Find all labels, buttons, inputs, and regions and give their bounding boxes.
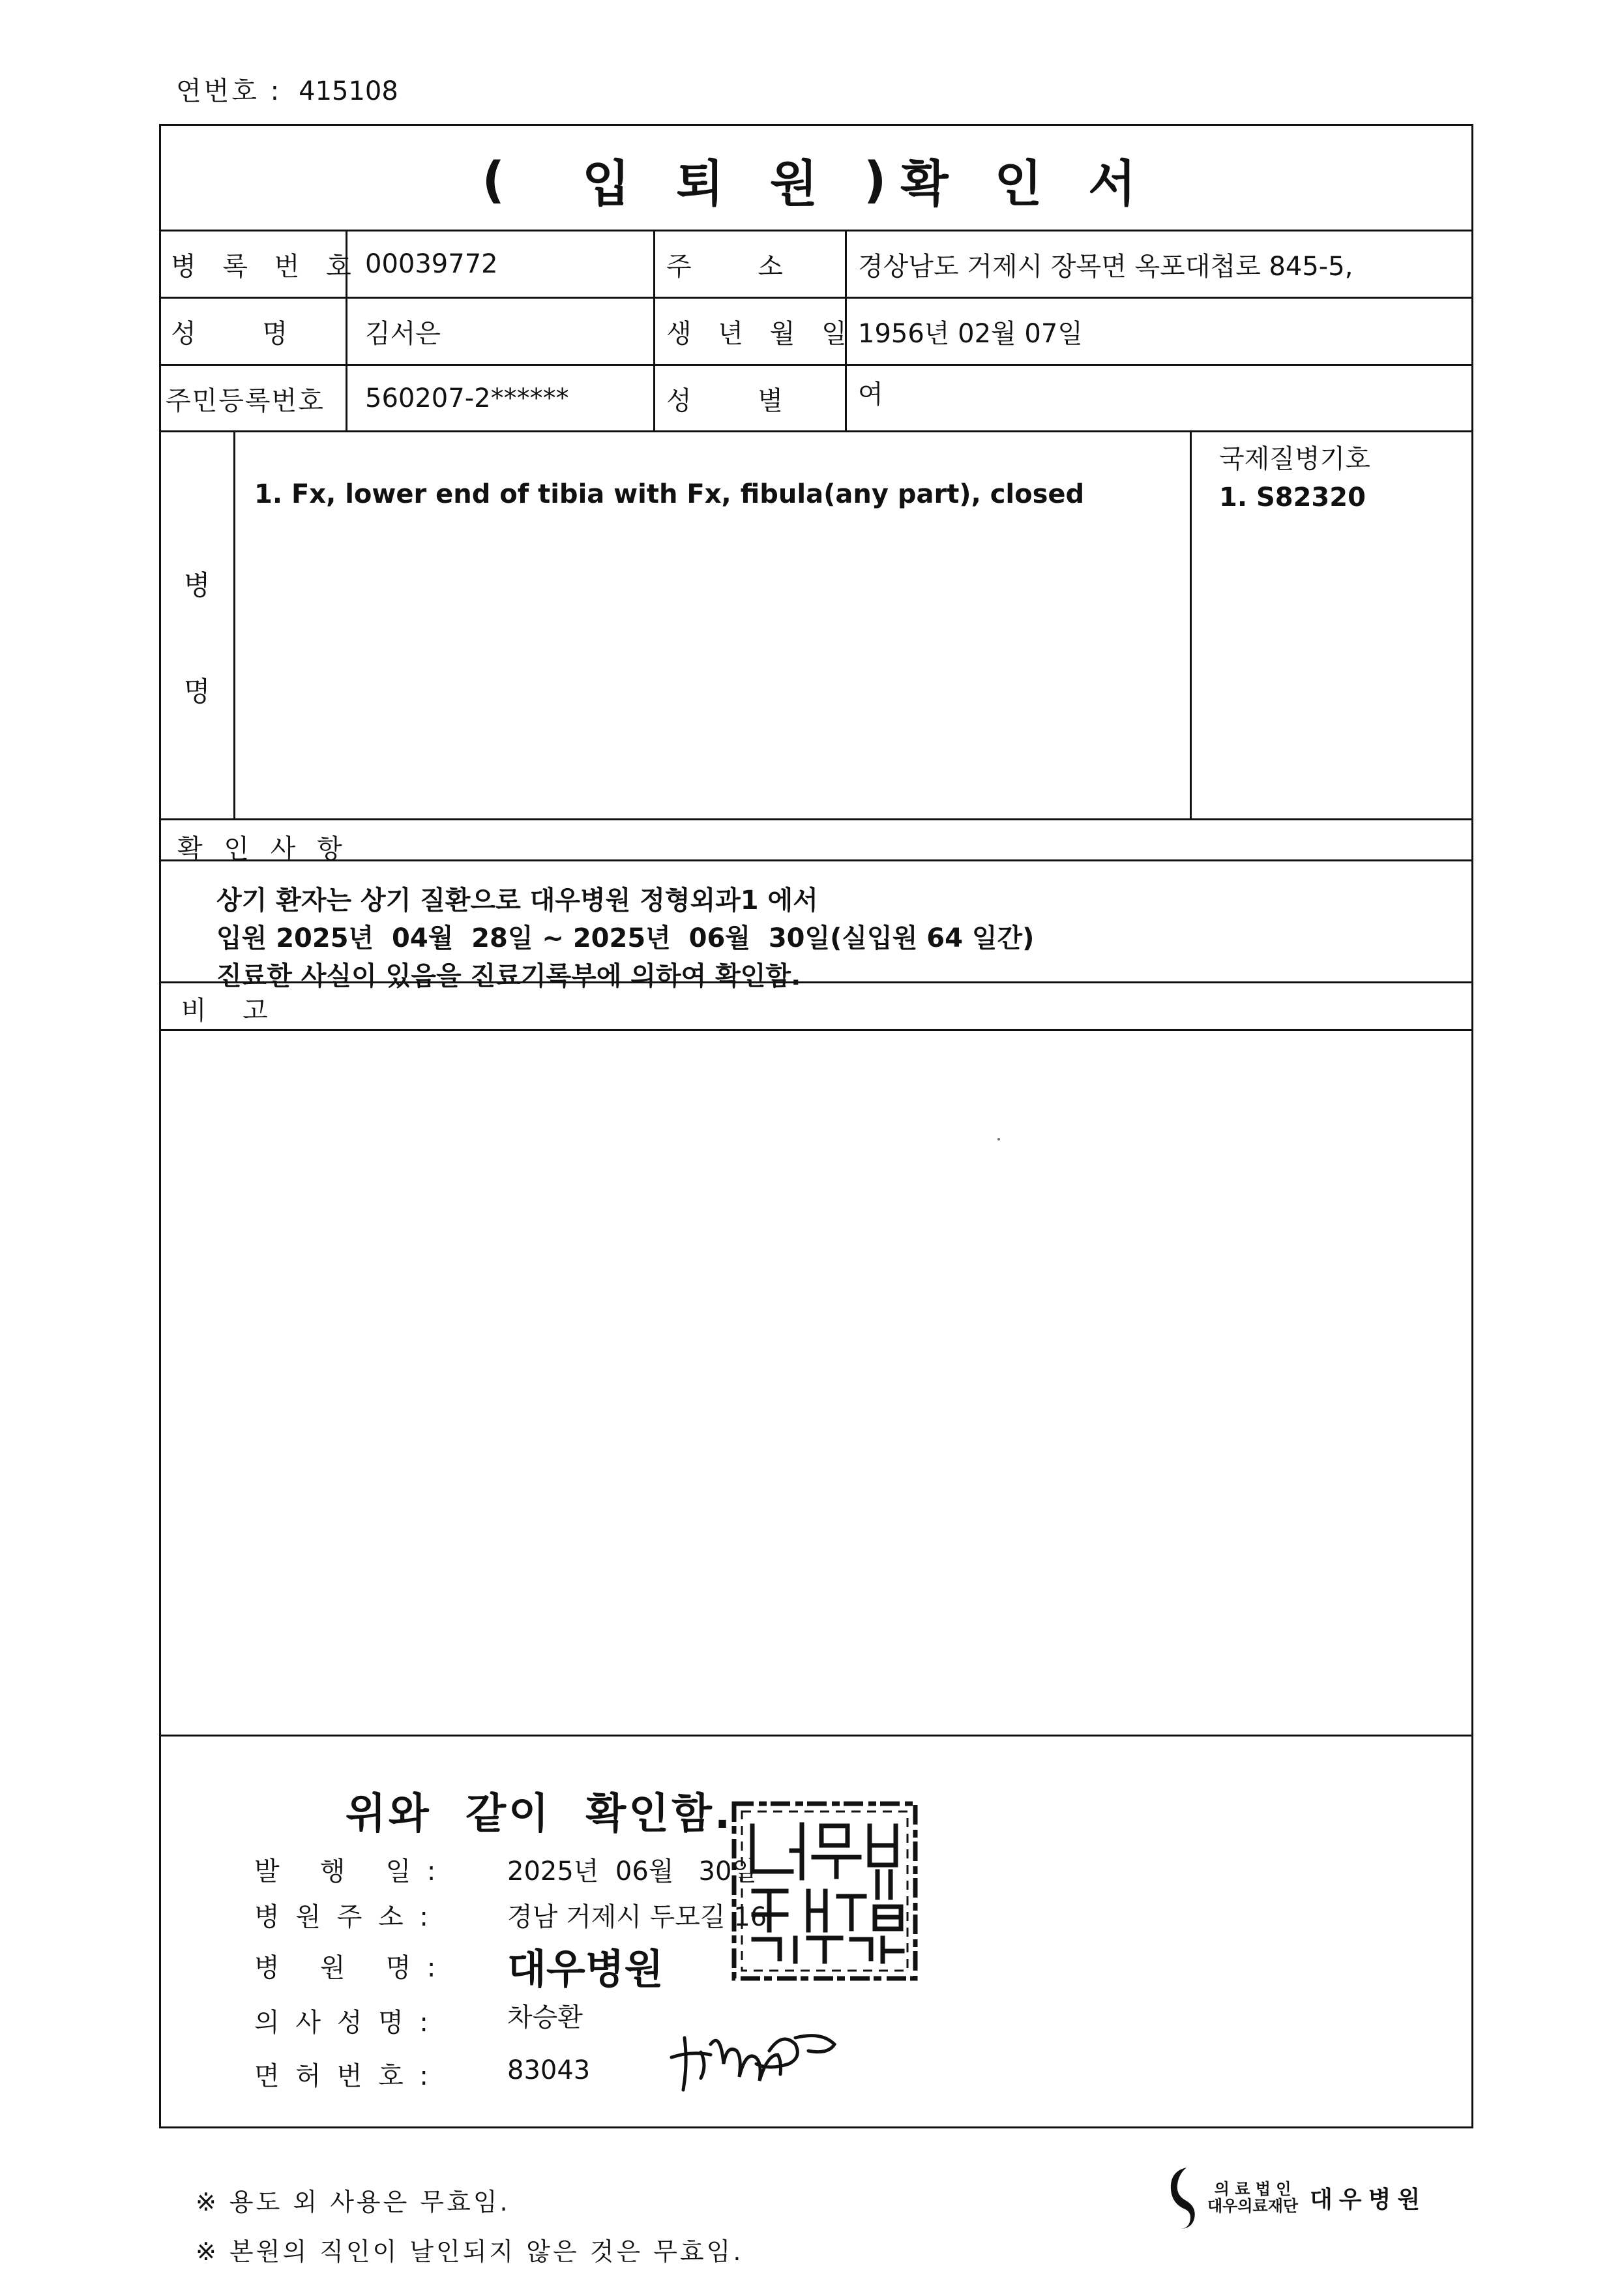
divider bbox=[159, 1029, 1473, 1031]
doctor-signature bbox=[665, 2012, 841, 2096]
diagnosis-label-bottom: 명 bbox=[183, 676, 211, 708]
scan-speck bbox=[997, 1138, 1000, 1141]
divider bbox=[159, 1735, 1473, 1737]
note-usage: ※ 용도 외 사용은 무효임. bbox=[196, 2188, 510, 2216]
name-label: 성 명 bbox=[171, 318, 288, 349]
hospital-address-label: 병 원 주 소 : bbox=[254, 1902, 432, 1932]
hospital-address-value: 경남 거제시 두모길 16 bbox=[507, 1902, 767, 1932]
address-value: 경상남도 거제시 장목면 옥포대첩로 845-5, bbox=[858, 251, 1353, 282]
dob-label: 생 년 월 일 bbox=[666, 318, 856, 349]
confirmation-line: 진료한 사실이 있음을 진료기록부에 의하여 확인함. bbox=[216, 961, 801, 991]
footer-hospital-name: 대우병원 bbox=[1310, 2186, 1427, 2213]
sex-value: 여 bbox=[858, 379, 883, 410]
rrn-value: 560207-2****** bbox=[365, 383, 569, 413]
divider bbox=[159, 859, 1473, 861]
hospital-logo-mark-icon bbox=[1167, 2165, 1196, 2230]
title-open-paren: ( bbox=[482, 150, 520, 209]
diagnosis-label-top: 병 bbox=[183, 569, 211, 601]
divider bbox=[159, 430, 1473, 432]
divider bbox=[1190, 430, 1192, 818]
title-kind: 입 퇴 원 bbox=[582, 154, 833, 213]
serial-number-label: 연번호 : bbox=[176, 76, 282, 106]
confirmation-header: 확 인 사 항 bbox=[177, 834, 349, 864]
divider bbox=[233, 430, 235, 818]
title-close-paren: ) bbox=[863, 150, 901, 209]
foundation-name bbox=[1207, 2181, 1298, 2214]
icd-code: 1. S82320 bbox=[1219, 483, 1366, 513]
divider bbox=[159, 364, 1473, 366]
icd-header: 국제질병기호 bbox=[1219, 444, 1370, 474]
license-label: 면 허 번 호 : bbox=[254, 2061, 432, 2091]
divider bbox=[653, 230, 655, 430]
record-no-value: 00039772 bbox=[365, 249, 498, 279]
note-seal: ※ 본원의 직인이 날인되지 않은 것은 무효임. bbox=[196, 2237, 744, 2266]
title-main: 확 인 서 bbox=[900, 154, 1151, 213]
issue-date-value: 2025년 06월 30일 bbox=[507, 1856, 758, 1886]
divider bbox=[159, 818, 1473, 820]
confirmation-line: 입원 2025년 04월 28일 ~ 2025년 06월 30일(실입원 64 일간) bbox=[216, 923, 1035, 953]
remarks-header: 비 고 bbox=[181, 996, 274, 1026]
serial-number-value: 415108 bbox=[299, 76, 398, 106]
dob-value: 1956년 02월 07일 bbox=[858, 318, 1083, 349]
serial-number bbox=[176, 70, 398, 108]
license-value: 83043 bbox=[507, 2055, 591, 2085]
confirmation-body bbox=[216, 882, 1034, 995]
address-label: 주 소 bbox=[666, 251, 783, 282]
hospital-seal-stamp bbox=[730, 1800, 919, 1982]
foundation-line2: 대우의료재단 bbox=[1207, 2197, 1299, 2215]
sex-label: 성 별 bbox=[666, 385, 783, 416]
hospital-name-label: 병 원 명 : bbox=[254, 1953, 440, 1983]
rrn-label: 주민등록번호 bbox=[166, 385, 325, 416]
hospital-logo bbox=[1167, 2165, 1426, 2230]
hospital-name-value: 대우병원 bbox=[507, 1945, 664, 1993]
confirmation-line: 상기 환자는 상기 질환으로 대우병원 정형외과1 에서 bbox=[216, 886, 818, 916]
doctor-value: 차승환 bbox=[507, 2003, 583, 2033]
foundation-line1: 의 료 법 인 bbox=[1214, 2180, 1291, 2198]
issue-date-label: 발 행 일 : bbox=[254, 1856, 440, 1886]
diagnosis-text: 1. Fx, lower end of tibia with Fx, fibula(any part), closed bbox=[254, 479, 1085, 509]
name-value: 김서은 bbox=[365, 318, 441, 349]
issue-statement: 위와 같이 확인함. bbox=[346, 1790, 733, 1838]
document-title bbox=[159, 130, 1473, 228]
doctor-label: 의 사 성 명 : bbox=[254, 2008, 432, 2038]
record-no-label: 병 록 번 호 bbox=[171, 251, 361, 282]
